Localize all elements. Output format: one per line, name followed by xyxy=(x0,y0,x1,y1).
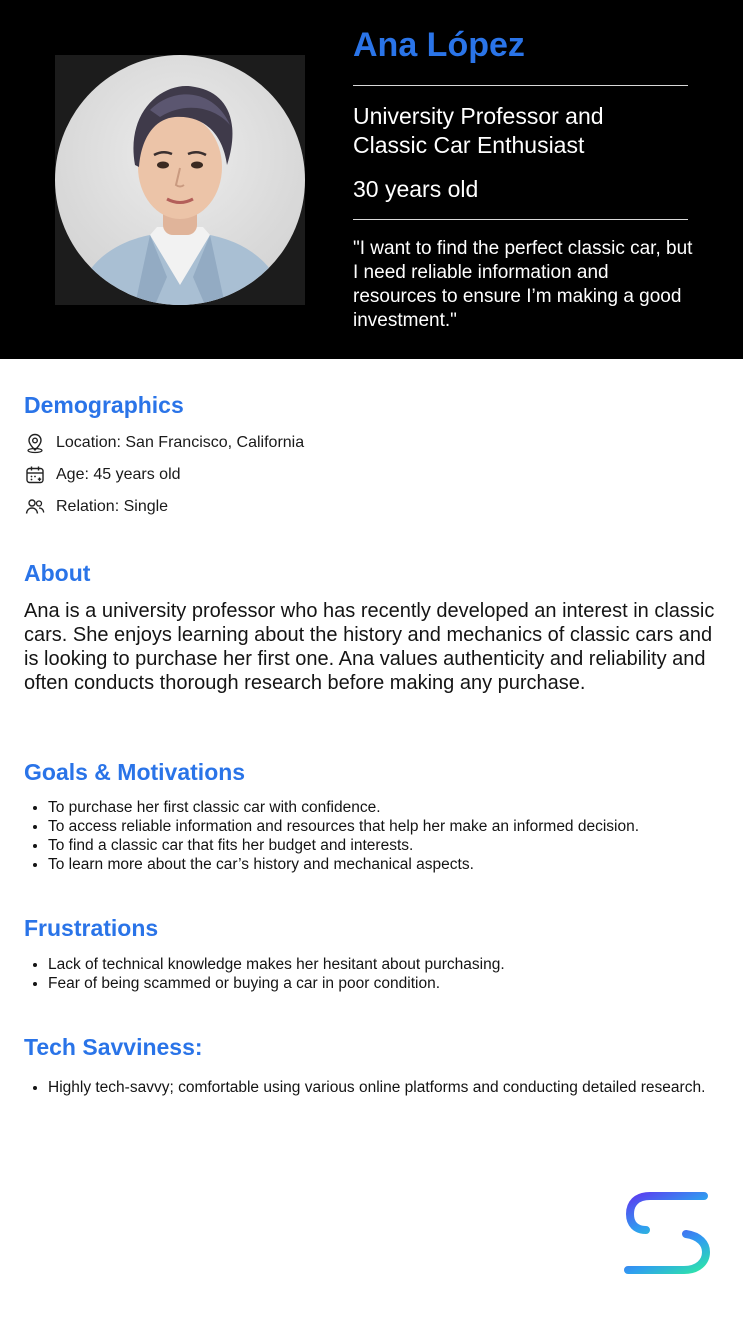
calendar-icon xyxy=(24,464,46,486)
list-item: • Highly tech-savvy; comfortable using various online platforms and conducting detailed research. xyxy=(48,1078,738,1097)
frustrations-list xyxy=(24,955,738,993)
tech-heading: Tech Savviness: xyxy=(24,1034,203,1060)
list-item: • To access reliable information and resources that help her make an informed decision. xyxy=(48,817,738,836)
demographic-age xyxy=(24,463,181,487)
goals-heading: Goals & Motivations xyxy=(24,759,246,785)
demographics-heading: Demographics xyxy=(24,392,184,418)
demographic-location xyxy=(24,431,304,455)
persona-age: 30 years old xyxy=(353,176,479,202)
location-pin-icon xyxy=(24,432,46,454)
divider xyxy=(353,219,688,220)
list-item: • Lack of technical knowledge makes her hesitant about purchasing. xyxy=(48,955,738,974)
divider xyxy=(353,85,688,86)
persona-quote: "I want to find the perfect classic car, but I need reliable information and resources to ensure I’m making a good investment." xyxy=(353,238,693,331)
about-heading: About xyxy=(24,560,91,586)
brand-logo-icon xyxy=(622,1190,712,1275)
tech-list xyxy=(24,1078,738,1097)
about-text: Ana is a university professor who has recently developed an interest in classic cars. She enjoys learning about the history and mechanics of classic cars and is looking to purchase her first one. Ana values authenticity and reliability and often conducts thorough research before making any purchase. xyxy=(24,600,715,694)
frustrations-heading: Frustrations xyxy=(24,915,159,941)
persona-header xyxy=(0,0,743,359)
avatar xyxy=(55,55,305,305)
list-item: • To learn more about the car’s history and mechanical aspects. xyxy=(48,855,738,874)
avatar-frame xyxy=(55,55,305,305)
persona-name: Ana López xyxy=(353,26,525,64)
list-item: • To find a classic car that fits her budget and interests. xyxy=(48,836,738,855)
age-text: Age: 45 years old xyxy=(56,466,181,483)
persona-role: University Professor and Classic Car Enthusiast xyxy=(353,103,604,158)
avatar-portrait xyxy=(55,55,305,305)
demographic-relation xyxy=(24,495,168,519)
goals-list xyxy=(24,798,738,874)
relation-text: Relation: Single xyxy=(56,498,169,515)
people-icon xyxy=(24,496,46,518)
list-item: • Fear of being scammed or buying a car in poor condition. xyxy=(48,974,738,993)
list-item: • To purchase her first classic car with confidence. xyxy=(48,798,738,817)
location-text: Location: San Francisco, California xyxy=(56,434,305,451)
